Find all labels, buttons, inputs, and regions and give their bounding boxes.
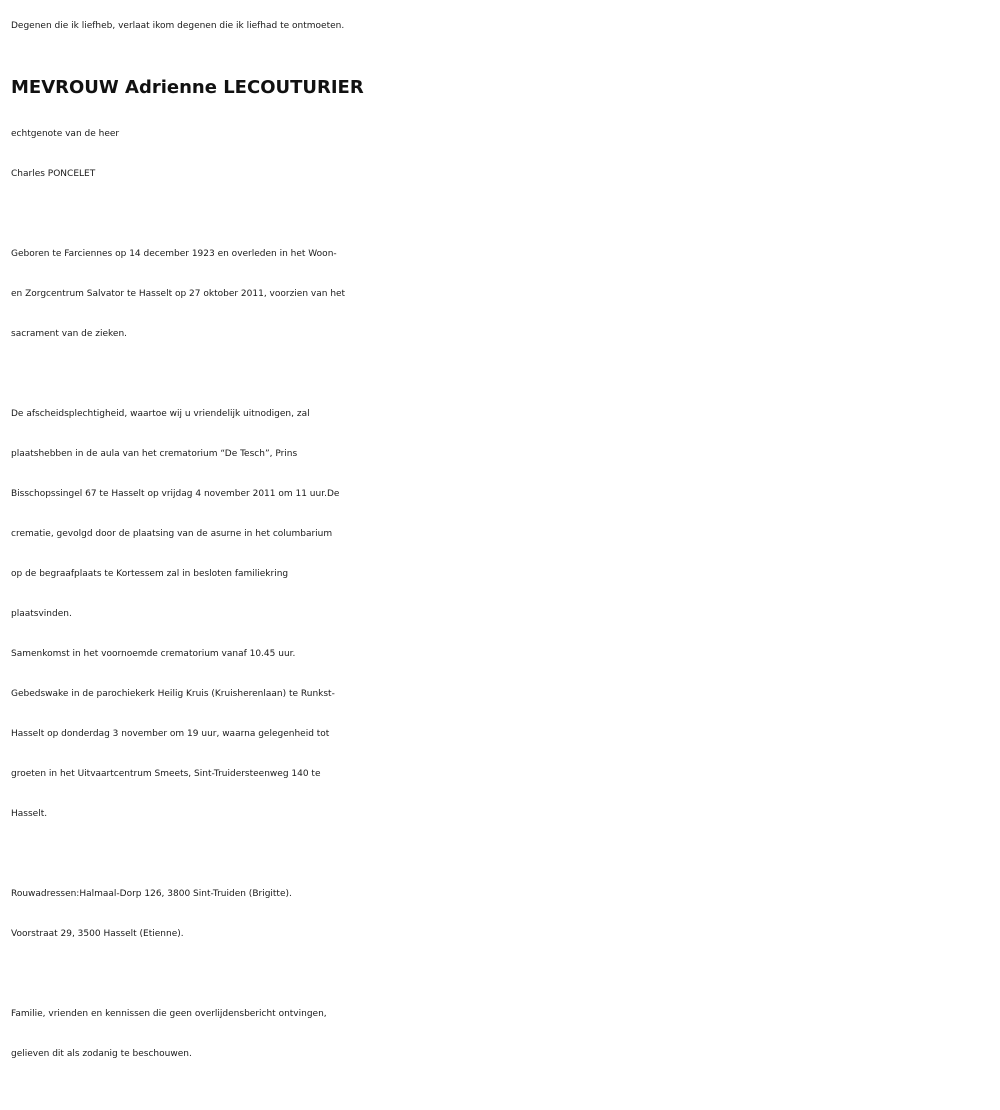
paragraph-spacer [11, 834, 990, 874]
spouse-line: echtgenote van de heer [11, 129, 120, 139]
paragraph-line: Geboren te Farciennes op 14 december 1923 en overleden in het Woon- [11, 249, 337, 259]
paragraph-line: plaatshebben in de aula van het crematorium “De Tesch”, Prins [11, 449, 298, 459]
paragraph-line: sacrament van de zieken. [11, 329, 128, 339]
motto-text: Degenen die ik liefheb, verlaat ikom degenen die ik liefhad te ontmoeten. [11, 21, 345, 31]
paragraph-line: Hasselt. [11, 809, 48, 819]
address-line: Voorstraat 29, 3500 Hasselt (Etienne). [11, 929, 184, 939]
paragraph-line: groeten in het Uitvaartcentrum Smeets, Sint-Truidersteenweg 140 te [11, 769, 321, 779]
paragraph-line: op de begraafplaats te Kortessem zal in besloten familiekring [11, 569, 289, 579]
paragraph-spacer [11, 354, 990, 394]
paragraph-line: Familie, vrienden en kennissen die geen overlijdensbericht ontvingen, [11, 1009, 327, 1019]
paragraph-line: gelieven dit als zodanig te beschouwen. [11, 1049, 192, 1059]
deceased-name-heading: MEVROUW Adrienne LECOUTURIER [11, 77, 364, 98]
paragraph-line: plaatsvinden. [11, 609, 72, 619]
paragraph-line: en Zorgcentrum Salvator te Hasselt op 27 oktober 2011, voorzien van het [11, 289, 346, 299]
closing-paragraph [11, 994, 990, 1074]
paragraph-line: Bisschopssingel 67 te Hasselt op vrijdag 4 november 2011 om 11 uur.De [11, 489, 340, 499]
spouse-block [11, 114, 990, 194]
ceremony-paragraph [11, 394, 990, 834]
paragraph-line: crematie, gevolgd door de plaatsing van de asurne in het columbarium [11, 529, 333, 539]
paragraph-spacer [11, 194, 990, 234]
address-paragraph [11, 874, 990, 954]
spouse-line: Charles PONCELET [11, 169, 96, 179]
paragraph-line: Gebedswake in de parochiekerk Heilig Kruis (Kruisherenlaan) te Runkst- [11, 689, 335, 699]
paragraph-spacer [11, 954, 990, 994]
paragraph-line: Hasselt op donderdag 3 november om 19 uur, waarna gelegenheid tot [11, 729, 330, 739]
address-line: Rouwadressen:Halmaal-Dorp 126, 3800 Sint-Truiden (Brigitte). [11, 889, 292, 899]
paragraph-line: De afscheidsplechtigheid, waartoe wij u vriendelijk uitnodigen, zal [11, 409, 310, 419]
birth-death-paragraph [11, 234, 990, 354]
paragraph-line: Samenkomst in het voornoemde crematorium vanaf 10.45 uur. [11, 649, 296, 659]
